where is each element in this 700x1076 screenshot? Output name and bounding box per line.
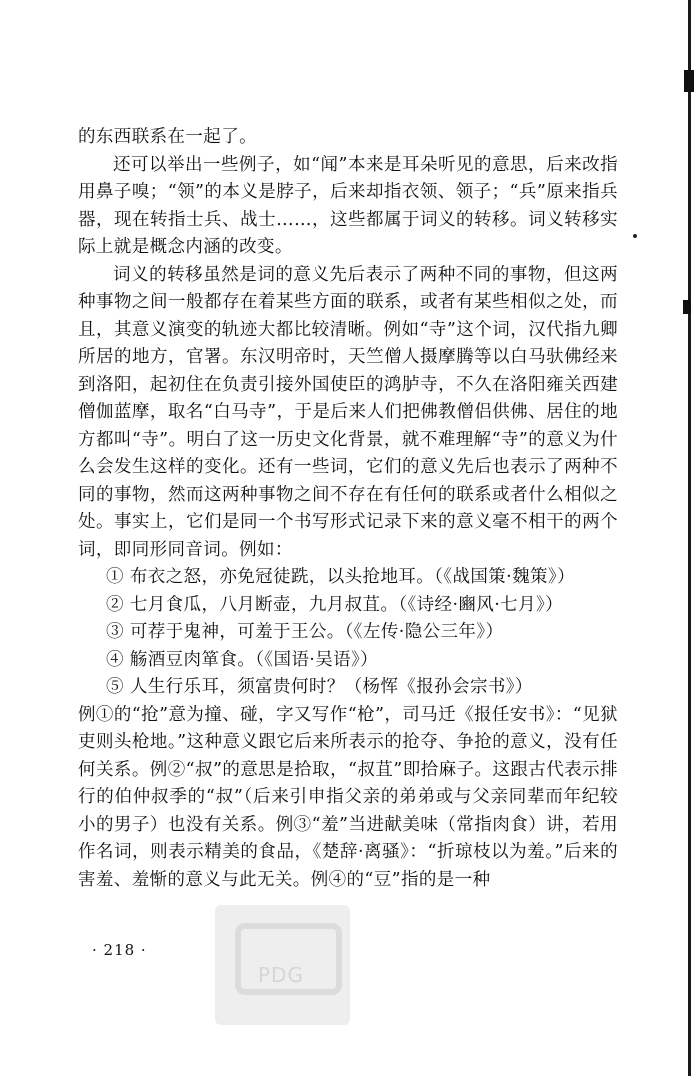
watermark-text: PDG — [258, 963, 304, 987]
example-2: ② 七月食瓜，八月断壶，九月叔苴。（《诗经·豳风·七月》） — [106, 594, 564, 615]
scan-speck — [633, 234, 637, 238]
example-5: ⑤ 人生行乐耳，须富贵何时？（杨恽《报孙会宗书》） — [106, 677, 533, 697]
example-1: ① 布衣之怒，亦免冠徒跣，以头抢地耳。（《战国策·魏策》） — [106, 567, 575, 587]
book-spine-edge — [688, 0, 691, 1076]
page-number: · 218 · — [92, 941, 147, 959]
body-text — [78, 124, 618, 894]
paragraph-word-shift-examples: 还可以举出一些例子，如“闻”本来是耳朵听见的意思，后来改指用鼻子嗅；“领”的本义是脖子，后来却指衣领、领子；“兵”原来指兵器，现在转指士兵、战士……，这些都属于词义的转移。词义转移实际上就是概念内涵的改变。 — [78, 154, 618, 257]
example-4: ④ 觞酒豆肉箪食。（《国语·吴语》） — [106, 649, 379, 670]
paragraph-example-explanations: 例①的“抢”意为撞、碰，字又写作“枪”，司马迁《报任安书》：“见狱吏则头枪地。”这种意义跟它后来所表示的抢夺、争抢的意义，没有任何关系。例②“叔”的意思是拾取，“叔苴”即拾麻子。这跟古代表示排行的伯仲叔季的“叔”（后来引申指父亲的弟弟或与父亲同辈而年纪较小的男子）也没有关系。例③“羞”当进献美味（常指肉食）讲，若用作名词，则表示精美的食品，《楚辞·离骚》：“折琼枝以为羞。”后来的害羞、羞惭的意义与此无关。例④的“豆”指的是一种 — [78, 704, 618, 890]
book-spine-notch-lower — [683, 300, 691, 314]
paragraph-temple-example: 词义的转移虽然是词的意义先后表示了两种不同的事物，但这两种事物之间一般都存在着某些方面的联系，或者有某些相似之处，而且，其意义演变的轨迹大都比较清晰。例如“寺”这个词，汉代指九卿所居的地方，官署。东汉明帝时，天竺僧人摄摩腾等以白马驮佛经来到洛阳，起初住在负责引接外国使臣的鸿胪寺，不久在洛阳雍关西建僧伽蓝摩，取名“白马寺”，于是后来人们把佛教僧侣供佛、居住的地方都叫“寺”。明白了这一历史文化背景，就不难理解“寺”的意义为什么会发生这样的变化。还有一些词，它们的意义先后也表示了两种不同的事物，然而这两种事物之间不存在有任何的联系或者什么相似之处。事实上，它们是同一个书写形式记录下来的意义毫不相干的两个词，即同形同音词。例如： — [78, 264, 618, 560]
example-3: ③ 可荐于鬼神，可羞于王公。（《左传·隐公三年》） — [106, 622, 504, 642]
book-spine-notch — [684, 70, 694, 92]
paragraph-continuation: 的东西联系在一起了。 — [78, 127, 257, 147]
